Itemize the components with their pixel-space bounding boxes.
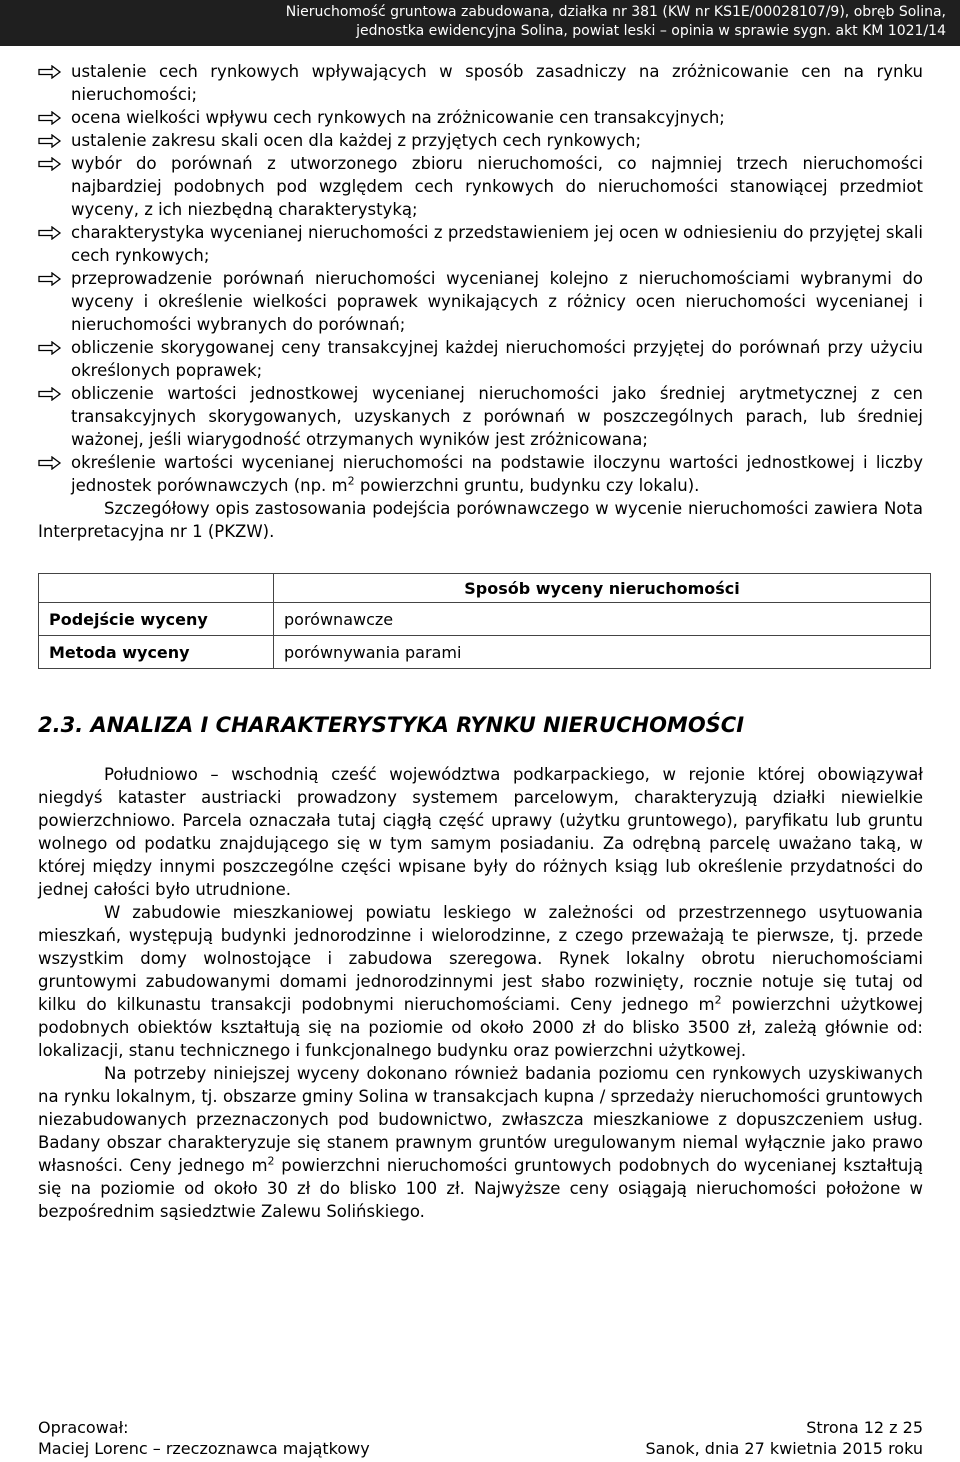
bullet-text: obliczenie wartości jednostkowej wycenianej nieruchomości jako średniej arytmetycznej z cen transakcyjnych skorygowanych, uzyskanych z porównań w poszczególnych parach, lub średniej ważonej, jeśli wiarygodność otrzymanych wyników jest zróżnicowana; [71, 384, 923, 449]
footer-date: Sanok, dnia 27 kwietnia 2015 roku [645, 1439, 923, 1458]
bullet-text: obliczenie skorygowanej ceny transakcyjnej każdej nieruchomości przyjętej do porównań przy użyciu określonych poprawek; [71, 338, 923, 380]
page-header [0, 0, 960, 46]
table-row [39, 574, 931, 603]
arrow-right-icon [38, 157, 62, 171]
table-cell-empty [39, 574, 274, 603]
bullet-text: charakterystyka wycenianej nieruchomości z przedstawieniem jej ocen w odniesieniu do przyjętej skali cech rynkowych; [71, 223, 923, 265]
bullet-text: określenie wartości wycenianej nieruchomości na podstawie iloczynu wartości jednostkowej i liczby jednostek porównawczych (np. m [71, 453, 923, 495]
arrow-right-icon [38, 134, 62, 148]
superscript: 2 [347, 474, 355, 488]
table-value: porównywania parami [274, 636, 931, 669]
list-item [38, 267, 923, 336]
page-footer [38, 1417, 923, 1459]
document-body [38, 60, 923, 1223]
list-item [38, 106, 923, 129]
arrow-right-icon [38, 65, 62, 79]
bullet-text: wybór do porównań z utworzonego zbioru nieruchomości, co najmniej trzech nieruchomości najbardziej podobnych pod względem cech rynkowych do nieruchomości stanowiącej przedmiot wyceny, z ich niezbędną charakterystyką; [71, 154, 923, 219]
superscript: 2 [714, 993, 722, 1007]
header-line-1: Nieruchomość gruntowa zabudowana, działka nr 381 (KW nr KS1E/00028107/9), obręb Solina, [285, 4, 946, 20]
list-item [38, 60, 923, 106]
arrow-right-icon [38, 341, 62, 355]
paragraph-text: Na potrzeby niniejszej wyceny dokonano również badania poziomu cen rynkowych uzyskiwanych na rynku lokalnym, tj. obszarze gminy Solina w transakcjach kupna / sprzedaży nieruchomości gruntowych niezabudowanych przeznaczonych pod budownictwo, zwłaszcza mieszkaniowe z dopuszczeniem usług. Badany obszar charakteryzuje się stanem prawnym gruntów uregulowanym niemal wyłącznie jako prawo własności. Ceny jednego m [38, 1064, 923, 1175]
bullet-text: przeprowadzenie porównań nieruchomości wycenianej kolejno z nieruchomościami wybranymi do wyceny i określenie wielkości poprawek wynikających z różnicy ocen nieruchomości wycenianej i nieruchomości wybranych do porównań; [71, 269, 923, 334]
arrow-right-icon [38, 456, 62, 470]
section-title: 2.3. ANALIZA I CHARAKTERYSTYKA RYNKU NIERUCHOMOŚCI [38, 713, 745, 737]
paragraph: Południowo – wschodnią cześć województwa podkarpackiego, w rejonie której obowiązywał niegdyś kataster austriacki prowadzony systemem parcelowym, charakteryzują działki niewielkie powierzchniowo. Parcela oznaczała tutaj ciągłą część uprawy (użytku gruntowego), paryfikatu lub gruntu wolnego od podatku znajdującego się w tym samym posiadaniu. Za odrębną parcelę uważano taką, w której między innymi poszczególne części wpisane były do różnych ksiąg lub określenie przydatności do jednej całości było utrudnione. [38, 765, 923, 899]
list-item [38, 382, 923, 451]
intro-paragraph: Szczegółowy opis zastosowania podejścia porównawczego w wycenie nieruchomości zawiera Nota Interpretacyjna nr 1 (PKZW). [38, 499, 923, 541]
table-row [39, 603, 931, 636]
paragraph-text: powierzchni nieruchomości gruntowych podobnych do wycenianej kształtują się na poziomie od około 30 zł do blisko 100 zł. Najwyższe ceny osiągają nieruchomości położone w bezpośrednim sąsiedztwie Zalewu Solińskiego. [38, 1156, 924, 1221]
bullet-text: powierzchni gruntu, budynku czy lokalu). [354, 476, 700, 495]
arrow-right-icon [38, 226, 62, 240]
bullet-text: ustalenie cech rynkowych wpływających w sposób zasadniczy na zróżnicowanie cen na rynku nieruchomości; [71, 62, 923, 104]
paragraph [38, 901, 923, 1062]
list-item [38, 451, 923, 497]
footer-author-label: Opracował: [38, 1418, 129, 1437]
page-number: Strona 12 z 25 [806, 1418, 923, 1437]
valuation-method-table [38, 573, 931, 669]
list-item [38, 221, 923, 267]
arrow-right-icon [38, 272, 62, 286]
table-value: porównawcze [274, 603, 931, 636]
list-item [38, 336, 923, 382]
table-label: Podejście wyceny [39, 603, 274, 636]
arrow-right-icon [38, 111, 62, 125]
list-item [38, 152, 923, 221]
header-line-2: jednostka ewidencyjna Solina, powiat leski – opinia w sprawie sygn. akt KM 1021/14 [356, 23, 946, 39]
footer-author: Maciej Lorenc – rzeczoznawca majątkowy [38, 1439, 370, 1458]
bullet-text: ocena wielkości wpływu cech rynkowych na zróżnicowanie cen transakcyjnych; [71, 108, 725, 127]
arrow-right-icon [38, 387, 62, 401]
table-row [39, 636, 931, 669]
bullet-text: ustalenie zakresu skali ocen dla każdej z przyjętych cech rynkowych; [71, 131, 642, 150]
paragraph [38, 1062, 923, 1223]
paragraph-text: W zabudowie mieszkaniowej powiatu leskiego w zależności od przestrzennego usytuowania mieszkań, występują budynki jednorodzinne i wielorodzinne, z czego przeważają te pierwsze, tj. przede wszystkim domy wolnostojące i zabudowa szeregowa. Rynek lokalny obrotu nieruchomościami gruntowymi zabudowanymi domami jednorodzinnymi jest słabo rozwinięty, rocznie notuje się tutaj od kilku do kilkunastu transakcji podobnymi nieruchomościami. Ceny jednego m [38, 903, 923, 1014]
list-item [38, 129, 923, 152]
table-label: Metoda wyceny [39, 636, 274, 669]
bullet-list [38, 60, 923, 497]
paragraph-text: powierzchni użytkowej podobnych obiektów kształtują się na poziomie od około 2000 zł do blisko 3500 zł, zależą głównie od: lokalizacji, stanu technicznego i funkcjonalnego budynku oraz powierzchni użytkowej. [38, 995, 923, 1060]
table-header: Sposób wyceny nieruchomości [274, 574, 931, 603]
superscript: 2 [267, 1154, 275, 1168]
